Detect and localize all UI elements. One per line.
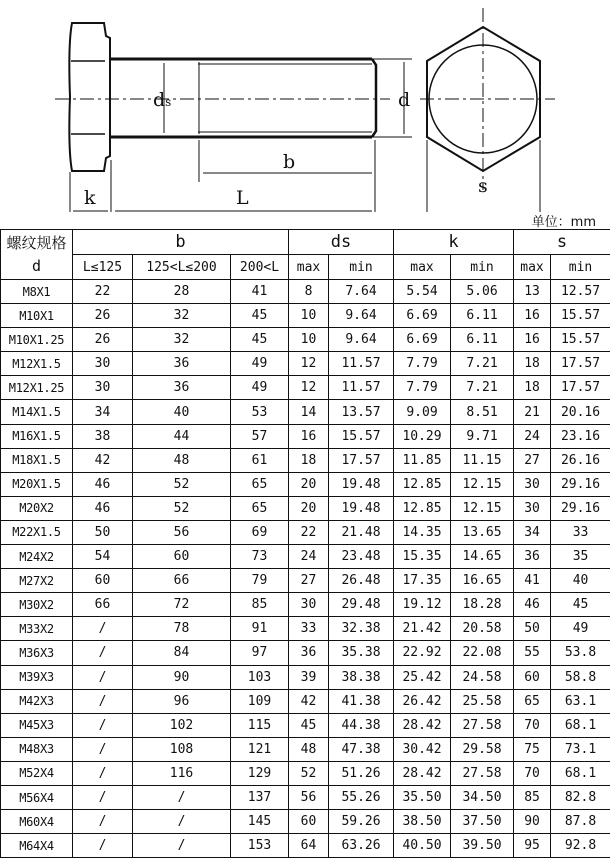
- cell-ds-min: 11.57: [329, 352, 394, 376]
- cell-k-max: 17.35: [394, 569, 451, 593]
- cell-thread-spec: M64X4: [1, 834, 73, 858]
- cell-s-max: 46: [514, 593, 551, 617]
- cell-b-over200: 49: [231, 352, 289, 376]
- cell-ds-max: 22: [289, 520, 329, 544]
- table-row: [1, 280, 610, 304]
- table-row: [1, 448, 610, 472]
- cell-s-min: 17.57: [551, 376, 610, 400]
- cell-k-max: 7.79: [394, 376, 451, 400]
- cell-k-min: 29.58: [451, 737, 514, 761]
- cell-s-min: 45: [551, 593, 610, 617]
- cell-b-l125: 30: [73, 352, 133, 376]
- cell-b-125-200: 32: [133, 304, 231, 328]
- cell-k-max: 6.69: [394, 304, 451, 328]
- header-k-max: max: [394, 255, 451, 280]
- cell-b-l125: /: [73, 834, 133, 858]
- cell-s-max: 50: [514, 617, 551, 641]
- cell-b-125-200: 48: [133, 448, 231, 472]
- cell-b-l125: 50: [73, 520, 133, 544]
- cell-ds-min: 38.38: [329, 665, 394, 689]
- cell-s-min: 53.8: [551, 641, 610, 665]
- cell-k-max: 12.85: [394, 472, 451, 496]
- cell-k-max: 14.35: [394, 520, 451, 544]
- table-row: [1, 617, 610, 641]
- cell-k-max: 21.42: [394, 617, 451, 641]
- cell-ds-max: 18: [289, 448, 329, 472]
- header-b-sub-1: L≤125: [73, 255, 133, 280]
- cell-b-l125: /: [73, 761, 133, 785]
- table-row: [1, 737, 610, 761]
- table-row: [1, 376, 610, 400]
- cell-ds-min: 15.57: [329, 424, 394, 448]
- cell-s-min: 20.16: [551, 400, 610, 424]
- cell-s-min: 29.16: [551, 472, 610, 496]
- header-s-min: min: [551, 255, 610, 280]
- cell-k-min: 6.11: [451, 304, 514, 328]
- table-row: [1, 593, 610, 617]
- cell-k-min: 13.65: [451, 520, 514, 544]
- cell-k-min: 11.15: [451, 448, 514, 472]
- bolt-head-side: [69, 23, 110, 171]
- cell-b-125-200: /: [133, 810, 231, 834]
- cell-b-l125: 46: [73, 496, 133, 520]
- cell-thread-spec: M12X1.5: [1, 352, 73, 376]
- table-row: [1, 496, 610, 520]
- cell-ds-min: 35.38: [329, 641, 394, 665]
- cell-s-min: 63.1: [551, 689, 610, 713]
- cell-k-max: 6.69: [394, 328, 451, 352]
- cell-s-max: 16: [514, 304, 551, 328]
- table-row: [1, 641, 610, 665]
- cell-s-max: 27: [514, 448, 551, 472]
- table-row: [1, 520, 610, 544]
- cell-k-min: 27.58: [451, 761, 514, 785]
- cell-b-l125: /: [73, 810, 133, 834]
- table-row: [1, 304, 610, 328]
- cell-thread-spec: M56X4: [1, 785, 73, 809]
- cell-b-l125: 38: [73, 424, 133, 448]
- table-row: [1, 472, 610, 496]
- cell-s-min: 23.16: [551, 424, 610, 448]
- cell-b-l125: 34: [73, 400, 133, 424]
- cell-b-125-200: 56: [133, 520, 231, 544]
- cell-ds-max: 42: [289, 689, 329, 713]
- cell-ds-max: 64: [289, 834, 329, 858]
- cell-s-max: 36: [514, 545, 551, 569]
- cell-s-min: 68.1: [551, 713, 610, 737]
- cell-ds-min: 21.48: [329, 520, 394, 544]
- cell-thread-spec: M10X1: [1, 304, 73, 328]
- cell-b-over200: 45: [231, 304, 289, 328]
- cell-s-max: 85: [514, 785, 551, 809]
- cell-thread-spec: M10X1.25: [1, 328, 73, 352]
- cell-thread-spec: M30X2: [1, 593, 73, 617]
- cell-s-max: 13: [514, 280, 551, 304]
- cell-b-over200: 45: [231, 328, 289, 352]
- cell-s-max: 65: [514, 689, 551, 713]
- cell-s-max: 90: [514, 810, 551, 834]
- cell-b-over200: 103: [231, 665, 289, 689]
- cell-k-min: 5.06: [451, 280, 514, 304]
- cell-ds-min: 41.38: [329, 689, 394, 713]
- cell-ds-min: 11.57: [329, 376, 394, 400]
- cell-ds-min: 32.38: [329, 617, 394, 641]
- cell-k-min: 25.58: [451, 689, 514, 713]
- cell-k-max: 25.42: [394, 665, 451, 689]
- cell-s-min: 29.16: [551, 496, 610, 520]
- cell-thread-spec: M27X2: [1, 569, 73, 593]
- cell-k-max: 7.79: [394, 352, 451, 376]
- cell-k-max: 10.29: [394, 424, 451, 448]
- cell-k-min: 34.50: [451, 785, 514, 809]
- cell-b-l125: /: [73, 785, 133, 809]
- cell-thread-spec: M20X2: [1, 496, 73, 520]
- cell-ds-min: 9.64: [329, 328, 394, 352]
- cell-k-min: 37.50: [451, 810, 514, 834]
- cell-thread-spec: M45X3: [1, 713, 73, 737]
- cell-s-max: 41: [514, 569, 551, 593]
- cell-k-min: 39.50: [451, 834, 514, 858]
- header-ds-min: min: [329, 255, 394, 280]
- table-row: [1, 424, 610, 448]
- cell-b-over200: 85: [231, 593, 289, 617]
- cell-b-125-200: 84: [133, 641, 231, 665]
- cell-s-min: 87.8: [551, 810, 610, 834]
- cell-b-over200: 129: [231, 761, 289, 785]
- cell-s-max: 18: [514, 376, 551, 400]
- table-row: [1, 352, 610, 376]
- cell-s-min: 12.57: [551, 280, 610, 304]
- cell-b-125-200: /: [133, 785, 231, 809]
- header-k-min: min: [451, 255, 514, 280]
- cell-ds-max: 48: [289, 737, 329, 761]
- cell-ds-max: 16: [289, 424, 329, 448]
- cell-ds-min: 17.57: [329, 448, 394, 472]
- cell-s-max: 18: [514, 352, 551, 376]
- cell-ds-min: 29.48: [329, 593, 394, 617]
- cell-b-125-200: 28: [133, 280, 231, 304]
- cell-ds-max: 27: [289, 569, 329, 593]
- cell-thread-spec: M39X3: [1, 665, 73, 689]
- cell-ds-min: 23.48: [329, 545, 394, 569]
- cell-b-l125: /: [73, 713, 133, 737]
- table-row: [1, 569, 610, 593]
- cell-s-max: 30: [514, 496, 551, 520]
- cell-thread-spec: M18X1.5: [1, 448, 73, 472]
- header-b: b: [73, 230, 289, 255]
- cell-ds-min: 55.26: [329, 785, 394, 809]
- cell-b-125-200: 36: [133, 376, 231, 400]
- cell-b-125-200: 72: [133, 593, 231, 617]
- cell-s-max: 75: [514, 737, 551, 761]
- header-s: s: [514, 230, 610, 255]
- cell-b-l125: /: [73, 641, 133, 665]
- cell-s-min: 49: [551, 617, 610, 641]
- cell-b-over200: 153: [231, 834, 289, 858]
- cell-ds-min: 9.64: [329, 304, 394, 328]
- cell-s-max: 21: [514, 400, 551, 424]
- cell-k-max: 28.42: [394, 713, 451, 737]
- label-k: k: [84, 187, 96, 209]
- cell-k-min: 7.21: [451, 376, 514, 400]
- cell-b-over200: 91: [231, 617, 289, 641]
- cell-k-min: 27.58: [451, 713, 514, 737]
- cell-k-max: 11.85: [394, 448, 451, 472]
- cell-ds-max: 45: [289, 713, 329, 737]
- cell-ds-min: 44.38: [329, 713, 394, 737]
- cell-k-min: 7.21: [451, 352, 514, 376]
- cell-ds-max: 60: [289, 810, 329, 834]
- header-b-sub-3: 200<L: [231, 255, 289, 280]
- bolt-drawing: [0, 0, 610, 212]
- cell-b-125-200: 36: [133, 352, 231, 376]
- cell-ds-min: 47.38: [329, 737, 394, 761]
- cell-k-max: 38.50: [394, 810, 451, 834]
- cell-k-min: 6.11: [451, 328, 514, 352]
- cell-b-over200: 73: [231, 545, 289, 569]
- cell-b-125-200: 108: [133, 737, 231, 761]
- cell-ds-min: 19.48: [329, 496, 394, 520]
- cell-s-min: 82.8: [551, 785, 610, 809]
- cell-k-max: 28.42: [394, 761, 451, 785]
- cell-ds-max: 36: [289, 641, 329, 665]
- cell-s-max: 34: [514, 520, 551, 544]
- header-ds-max: max: [289, 255, 329, 280]
- cell-k-max: 15.35: [394, 545, 451, 569]
- table-body: [1, 280, 610, 858]
- cell-s-min: 58.8: [551, 665, 610, 689]
- cell-b-over200: 69: [231, 520, 289, 544]
- cell-thread-spec: M22X1.5: [1, 520, 73, 544]
- table-row: [1, 545, 610, 569]
- cell-thread-spec: M60X4: [1, 810, 73, 834]
- cell-k-max: 5.54: [394, 280, 451, 304]
- cell-b-l125: /: [73, 665, 133, 689]
- cell-k-max: 30.42: [394, 737, 451, 761]
- cell-ds-max: 14: [289, 400, 329, 424]
- cell-k-max: 40.50: [394, 834, 451, 858]
- cell-thread-spec: M48X3: [1, 737, 73, 761]
- label-L: L: [236, 187, 249, 209]
- cell-k-max: 26.42: [394, 689, 451, 713]
- cell-ds-max: 24: [289, 545, 329, 569]
- cell-ds-max: 52: [289, 761, 329, 785]
- cell-b-l125: /: [73, 689, 133, 713]
- cell-s-min: 40: [551, 569, 610, 593]
- cell-k-min: 8.51: [451, 400, 514, 424]
- cell-s-max: 55: [514, 641, 551, 665]
- header-k: k: [394, 230, 514, 255]
- cell-b-125-200: 90: [133, 665, 231, 689]
- cell-b-125-200: 32: [133, 328, 231, 352]
- cell-b-over200: 137: [231, 785, 289, 809]
- bolt-spec-table: [0, 229, 610, 858]
- cell-b-over200: 115: [231, 713, 289, 737]
- cell-ds-min: 19.48: [329, 472, 394, 496]
- cell-b-125-200: 40: [133, 400, 231, 424]
- label-s: s: [478, 175, 488, 197]
- cell-ds-max: 8: [289, 280, 329, 304]
- cell-b-over200: 109: [231, 689, 289, 713]
- cell-b-over200: 145: [231, 810, 289, 834]
- cell-ds-min: 26.48: [329, 569, 394, 593]
- cell-b-125-200: 66: [133, 569, 231, 593]
- cell-b-l125: 26: [73, 304, 133, 328]
- cell-b-over200: 65: [231, 496, 289, 520]
- cell-s-min: 92.8: [551, 834, 610, 858]
- cell-thread-spec: M36X3: [1, 641, 73, 665]
- cell-s-min: 68.1: [551, 761, 610, 785]
- label-ds: ds: [153, 89, 171, 111]
- cell-k-min: 14.65: [451, 545, 514, 569]
- cell-s-max: 70: [514, 713, 551, 737]
- cell-b-125-200: 102: [133, 713, 231, 737]
- cell-ds-max: 20: [289, 472, 329, 496]
- cell-ds-max: 33: [289, 617, 329, 641]
- cell-k-max: 22.92: [394, 641, 451, 665]
- cell-s-max: 70: [514, 761, 551, 785]
- cell-s-max: 60: [514, 665, 551, 689]
- cell-thread-spec: M14X1.5: [1, 400, 73, 424]
- cell-s-min: 26.16: [551, 448, 610, 472]
- cell-b-over200: 65: [231, 472, 289, 496]
- cell-thread-spec: M12X1.25: [1, 376, 73, 400]
- cell-s-min: 73.1: [551, 737, 610, 761]
- cell-s-max: 95: [514, 834, 551, 858]
- cell-ds-min: 63.26: [329, 834, 394, 858]
- cell-b-l125: 22: [73, 280, 133, 304]
- table-row: [1, 689, 610, 713]
- cell-b-l125: /: [73, 617, 133, 641]
- cell-thread-spec: M42X3: [1, 689, 73, 713]
- cell-k-max: 35.50: [394, 785, 451, 809]
- table-row: [1, 400, 610, 424]
- cell-ds-max: 39: [289, 665, 329, 689]
- header-ds: ds: [289, 230, 394, 255]
- cell-s-max: 16: [514, 328, 551, 352]
- cell-thread-spec: M16X1.5: [1, 424, 73, 448]
- header-thread-spec-label: 螺纹规格: [1, 232, 72, 254]
- cell-k-max: 9.09: [394, 400, 451, 424]
- cell-b-over200: 97: [231, 641, 289, 665]
- label-d: d: [398, 89, 410, 111]
- cell-b-l125: 60: [73, 569, 133, 593]
- label-b: b: [283, 151, 295, 173]
- cell-b-over200: 57: [231, 424, 289, 448]
- cell-thread-spec: M24X2: [1, 545, 73, 569]
- cell-b-125-200: 44: [133, 424, 231, 448]
- cell-k-min: 9.71: [451, 424, 514, 448]
- cell-b-over200: 61: [231, 448, 289, 472]
- cell-ds-max: 12: [289, 352, 329, 376]
- cell-b-125-200: 96: [133, 689, 231, 713]
- cell-s-max: 30: [514, 472, 551, 496]
- cell-b-over200: 79: [231, 569, 289, 593]
- cell-b-l125: 42: [73, 448, 133, 472]
- cell-b-over200: 49: [231, 376, 289, 400]
- cell-b-125-200: 116: [133, 761, 231, 785]
- cell-b-125-200: /: [133, 834, 231, 858]
- cell-ds-min: 51.26: [329, 761, 394, 785]
- table-row: [1, 785, 610, 809]
- cell-b-125-200: 78: [133, 617, 231, 641]
- cell-b-125-200: 60: [133, 545, 231, 569]
- cell-b-l125: /: [73, 737, 133, 761]
- cell-k-max: 19.12: [394, 593, 451, 617]
- cell-b-over200: 53: [231, 400, 289, 424]
- cell-s-min: 15.57: [551, 304, 610, 328]
- cell-ds-min: 59.26: [329, 810, 394, 834]
- cell-b-125-200: 52: [133, 472, 231, 496]
- cell-b-over200: 41: [231, 280, 289, 304]
- table-row: [1, 834, 610, 858]
- header-s-max: max: [514, 255, 551, 280]
- cell-ds-max: 30: [289, 593, 329, 617]
- cell-k-max: 12.85: [394, 496, 451, 520]
- unit-label: 单位：mm: [532, 211, 596, 230]
- header-thread-spec-sub: d: [1, 254, 72, 278]
- cell-s-min: 15.57: [551, 328, 610, 352]
- cell-b-125-200: 52: [133, 496, 231, 520]
- cell-k-min: 12.15: [451, 472, 514, 496]
- cell-b-l125: 46: [73, 472, 133, 496]
- cell-b-over200: 121: [231, 737, 289, 761]
- cell-ds-min: 7.64: [329, 280, 394, 304]
- cell-k-min: 16.65: [451, 569, 514, 593]
- cell-k-min: 12.15: [451, 496, 514, 520]
- cell-ds-max: 10: [289, 304, 329, 328]
- table-row: [1, 810, 610, 834]
- table-row: [1, 761, 610, 785]
- table-row: [1, 665, 610, 689]
- cell-k-min: 24.58: [451, 665, 514, 689]
- cell-s-min: 35: [551, 545, 610, 569]
- cell-thread-spec: M33X2: [1, 617, 73, 641]
- cell-ds-max: 20: [289, 496, 329, 520]
- header-thread-spec: [1, 230, 73, 280]
- cell-k-min: 22.08: [451, 641, 514, 665]
- cell-b-l125: 66: [73, 593, 133, 617]
- table-row: [1, 713, 610, 737]
- header-b-sub-2: 125<L≤200: [133, 255, 231, 280]
- cell-thread-spec: M8X1: [1, 280, 73, 304]
- cell-ds-max: 10: [289, 328, 329, 352]
- cell-ds-max: 12: [289, 376, 329, 400]
- cell-s-min: 17.57: [551, 352, 610, 376]
- cell-s-max: 24: [514, 424, 551, 448]
- cell-b-l125: 30: [73, 376, 133, 400]
- cell-ds-max: 56: [289, 785, 329, 809]
- cell-ds-min: 13.57: [329, 400, 394, 424]
- table-row: [1, 328, 610, 352]
- cell-b-l125: 26: [73, 328, 133, 352]
- cell-b-l125: 54: [73, 545, 133, 569]
- cell-s-min: 33: [551, 520, 610, 544]
- cell-k-min: 18.28: [451, 593, 514, 617]
- cell-thread-spec: M20X1.5: [1, 472, 73, 496]
- cell-thread-spec: M52X4: [1, 761, 73, 785]
- cell-k-min: 20.58: [451, 617, 514, 641]
